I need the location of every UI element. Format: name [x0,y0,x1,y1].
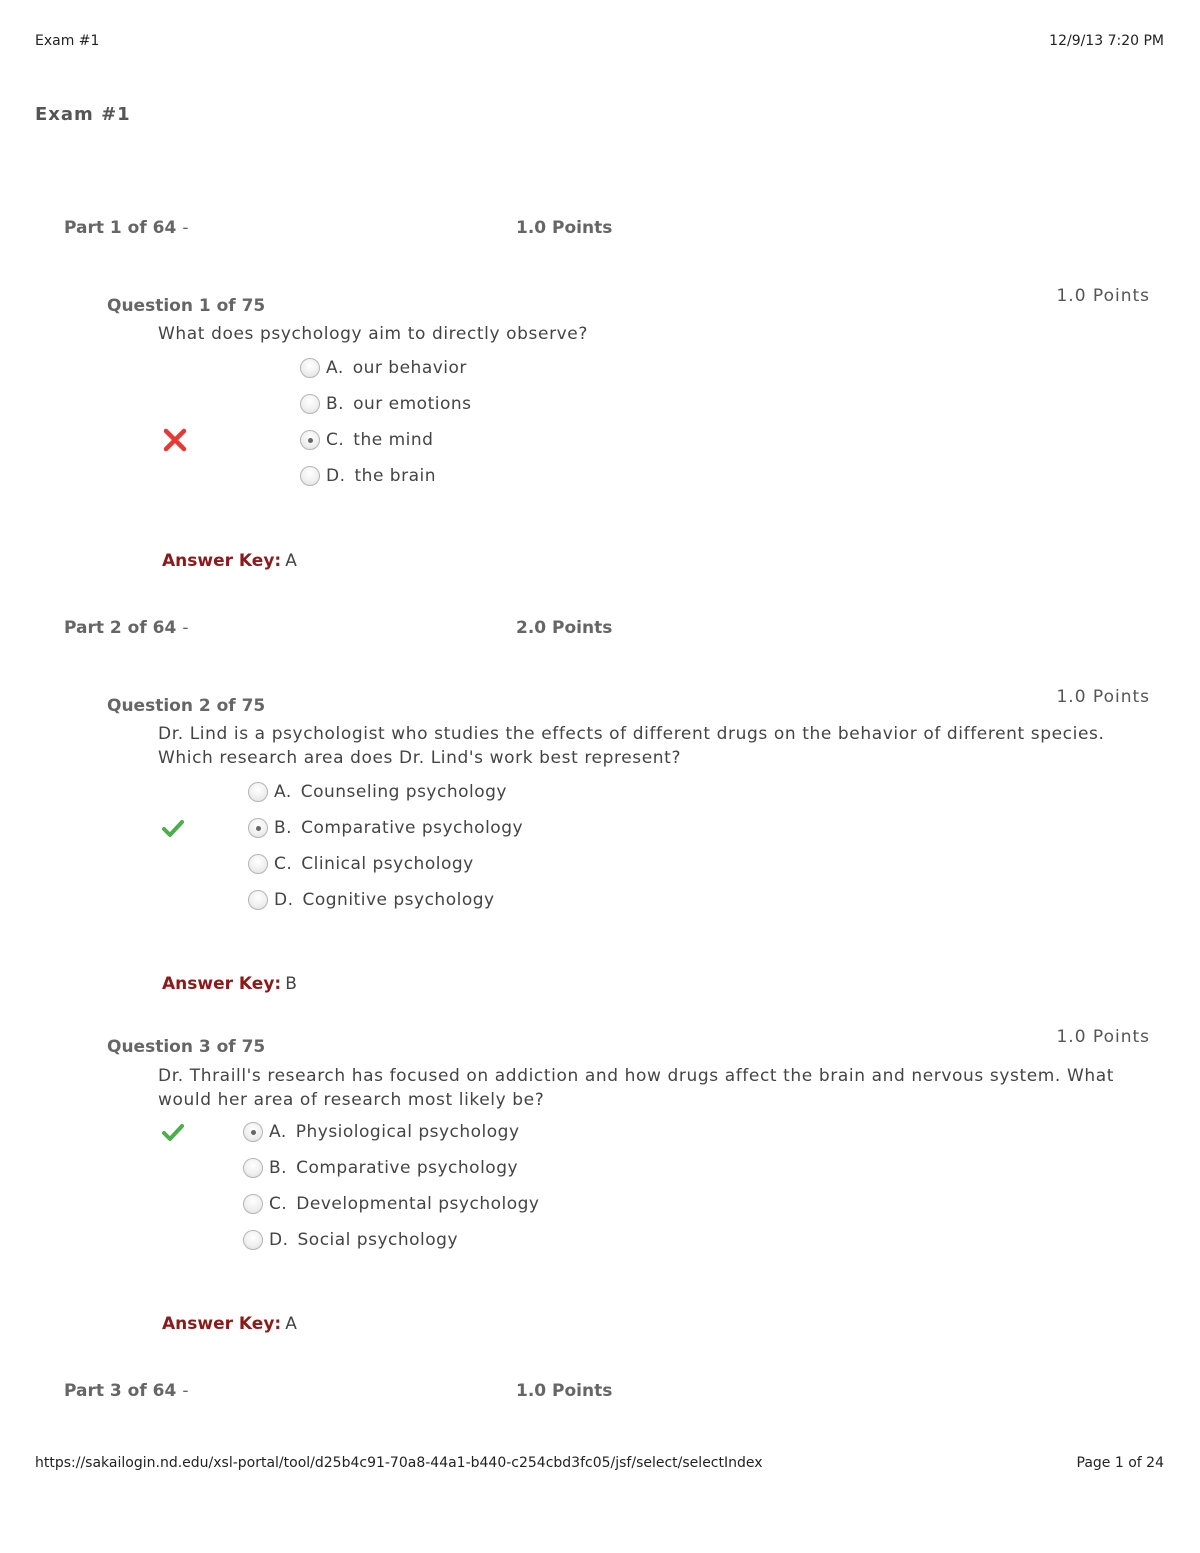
correct-check-icon [161,818,185,840]
question-1-text: What does psychology aim to directly observe? [158,324,588,344]
part-dash: - [182,218,189,238]
option-text: the brain [354,466,436,486]
part-label: Part 1 of 64 [64,218,177,238]
option-letter: C. [269,1194,288,1214]
option-letter: A. [269,1122,287,1142]
radio-button[interactable] [243,1158,263,1178]
option-text: Physiological psychology [295,1122,520,1142]
question-2-answer-key [162,974,297,994]
option-text: Comparative psychology [296,1158,519,1178]
part-dash: - [182,1381,189,1401]
radio-button[interactable] [248,782,268,802]
option-letter: B. [274,818,293,838]
option-text: the mind [353,430,434,450]
question-1-option-a[interactable] [300,358,467,378]
radio-button-selected[interactable] [300,430,320,450]
page-header-datetime: 12/9/13 7:20 PM [1049,33,1164,49]
question-3-number: Question 3 of 75 [107,1037,266,1057]
option-text: Counseling psychology [300,782,507,802]
option-text: Cognitive psychology [302,890,495,910]
option-text: Social psychology [297,1230,459,1250]
part-2-points: 2.0 Points [516,618,613,638]
question-2-option-a[interactable] [248,782,507,802]
option-text: our behavior [352,358,467,378]
option-letter: B. [326,394,345,414]
option-text: Clinical psychology [301,854,474,874]
question-3-points: 1.0 Points [1056,1027,1150,1047]
part-3-points: 1.0 Points [516,1381,613,1401]
answer-key-label: Answer Key: [162,551,282,571]
radio-button[interactable] [248,890,268,910]
radio-button[interactable] [248,854,268,874]
answer-key-label: Answer Key: [162,1314,282,1334]
answer-key-value: B [285,974,297,994]
question-1-number: Question 1 of 75 [107,296,266,316]
question-2-text: Dr. Lind is a psychologist who studies the effects of different drugs on the behavior of different species. Which research area does Dr. Lind's work best represent? [158,724,1105,768]
answer-key-value: A [285,1314,297,1334]
question-2-option-c[interactable] [248,854,474,874]
option-letter: B. [269,1158,288,1178]
question-2-points: 1.0 Points [1056,687,1150,707]
part-dash: - [182,618,189,638]
question-3-option-d[interactable] [243,1230,458,1250]
part-2-heading [64,618,188,638]
option-letter: A. [326,358,344,378]
option-text: our emotions [353,394,472,414]
question-1-answer-key [162,551,297,571]
question-3-answer-key [162,1314,297,1334]
footer-url: https://sakailogin.nd.edu/xsl-portal/tool/d25b4c91-70a8-44a1-b440-c254cbd3fc05/jsf/select/selectIndex [35,1455,763,1471]
question-1-option-d[interactable] [300,466,436,486]
part-1-heading [64,218,188,238]
question-3-option-a[interactable] [243,1122,520,1142]
incorrect-x-icon [162,427,188,453]
radio-button[interactable] [300,466,320,486]
question-3-text: Dr. Thraill's research has focused on addiction and how drugs affect the brain and nervous system. What would her area of research most likely be? [158,1066,1115,1110]
question-2-option-d[interactable] [248,890,495,910]
option-letter: A. [274,782,292,802]
question-1-option-b[interactable] [300,394,472,414]
question-2-number: Question 2 of 75 [107,696,266,716]
option-text: Developmental psychology [296,1194,540,1214]
part-label: Part 3 of 64 [64,1381,177,1401]
radio-button[interactable] [243,1230,263,1250]
question-3-option-c[interactable] [243,1194,539,1214]
option-letter: D. [269,1230,289,1250]
part-1-points: 1.0 Points [516,218,613,238]
answer-key-label: Answer Key: [162,974,282,994]
question-1-option-c[interactable] [300,430,433,450]
answer-key-value: A [285,551,297,571]
question-3-option-b[interactable] [243,1158,518,1178]
radio-button[interactable] [300,358,320,378]
option-letter: D. [326,466,346,486]
radio-button-selected[interactable] [243,1122,263,1142]
option-text: Comparative psychology [301,818,524,838]
option-letter: C. [326,430,345,450]
page-title: Exam #1 [35,104,131,125]
option-letter: C. [274,854,293,874]
radio-button[interactable] [300,394,320,414]
radio-button-selected[interactable] [248,818,268,838]
page-header-title: Exam #1 [35,33,100,49]
option-letter: D. [274,890,294,910]
part-label: Part 2 of 64 [64,618,177,638]
radio-button[interactable] [243,1194,263,1214]
correct-check-icon [161,1122,185,1144]
part-3-heading [64,1381,188,1401]
question-2-option-b[interactable] [248,818,523,838]
question-1-points: 1.0 Points [1056,286,1150,306]
footer-page-number: Page 1 of 24 [1076,1455,1164,1471]
